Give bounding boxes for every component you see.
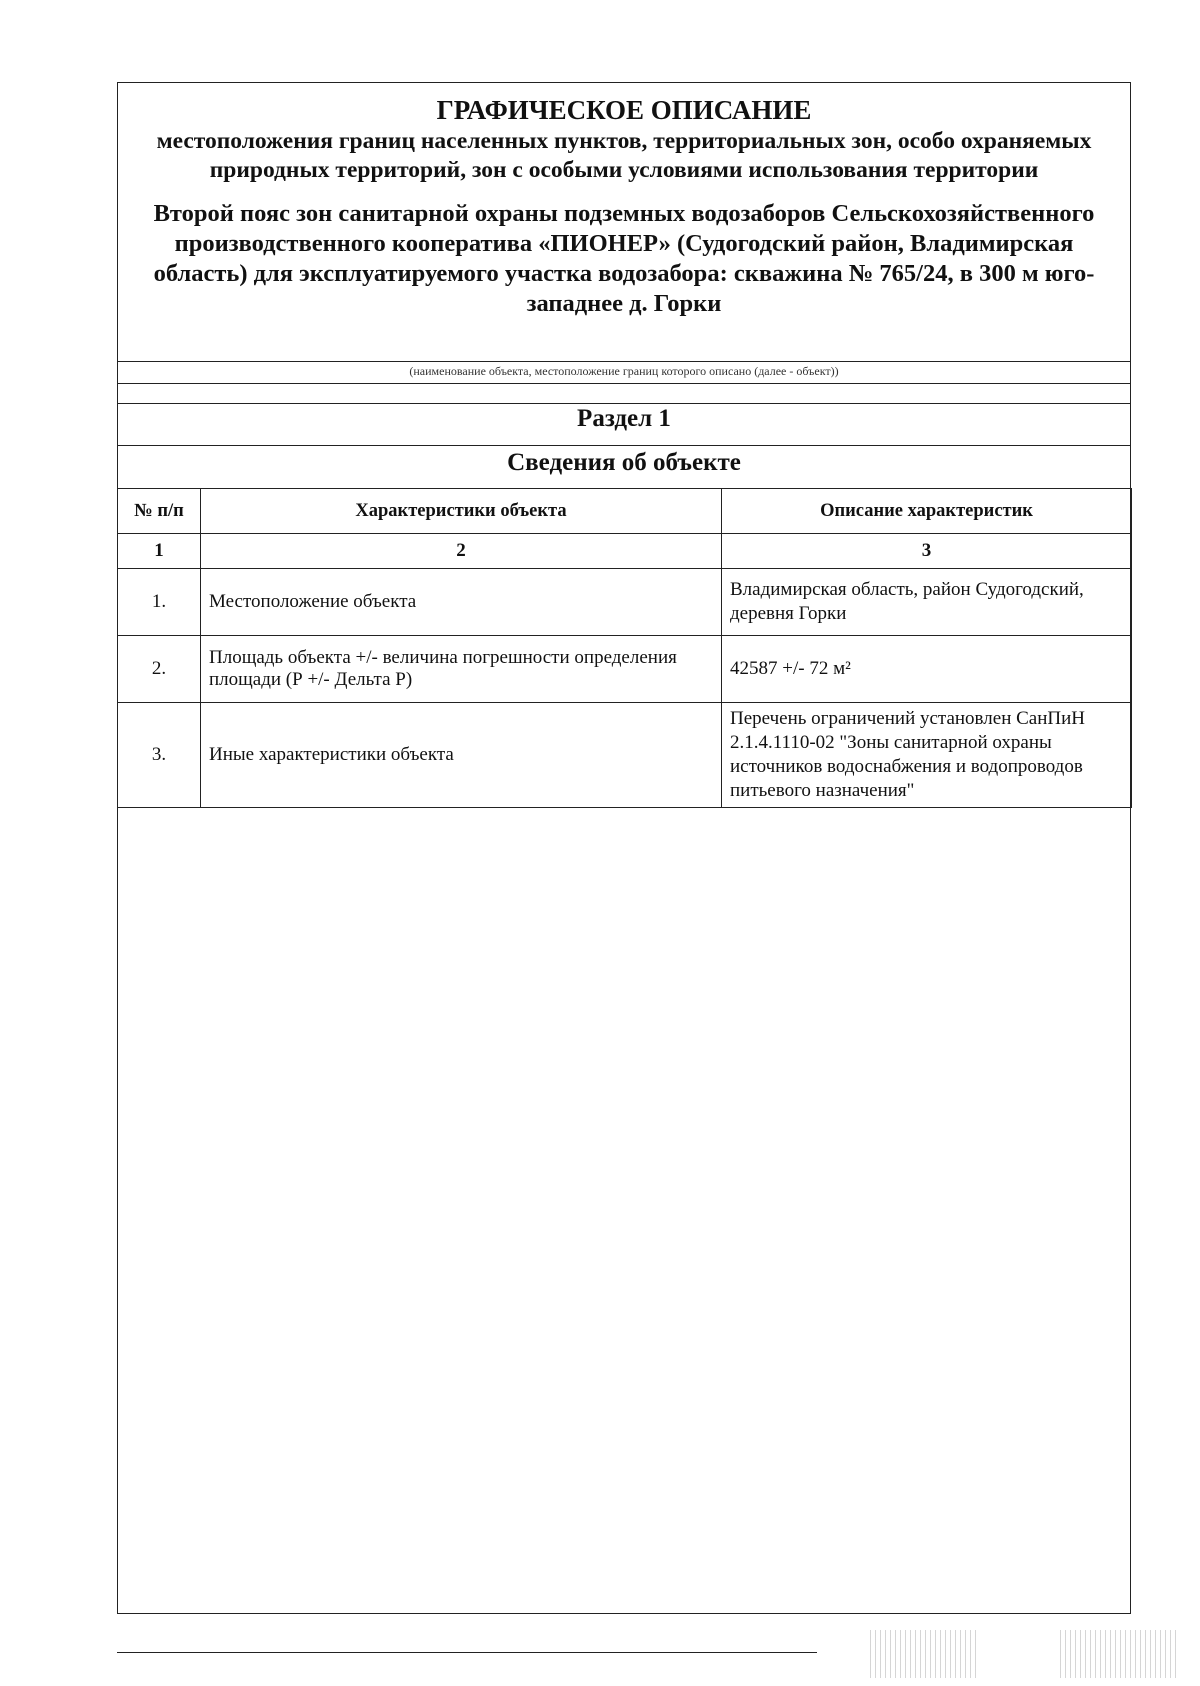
row-description: 42587 +/- 72 м² [722, 636, 1132, 703]
column-header-characteristic: Характеристики объекта [201, 489, 722, 534]
scan-artifact [870, 1630, 980, 1678]
row-characteristic: Иные характеристики объекта [201, 703, 722, 808]
divider [118, 403, 1130, 404]
document-frame [117, 82, 1131, 1614]
table-header-row [118, 489, 1132, 534]
object-info-table [117, 488, 1132, 808]
document-title: ГРАФИЧЕСКОЕ ОПИСАНИЕ [436, 95, 812, 125]
document-header [118, 83, 1130, 361]
table-row [118, 703, 1132, 808]
row-characteristic: Площадь объекта +/- величина погрешности определения площади (Р +/- Дельта Р) [201, 636, 722, 703]
row-characteristic: Местоположение объекта [201, 569, 722, 636]
section-title: Раздел 1 [577, 405, 671, 432]
column-number-row [118, 534, 1132, 569]
row-number: 3. [118, 703, 201, 808]
column-header-num: № п/п [118, 489, 201, 534]
divider [118, 383, 1130, 384]
scan-artifact [1060, 1630, 1180, 1678]
object-name-caption: (наименование объекта, местоположение границ которого описано (далее - объект)) [409, 364, 839, 378]
table-row [118, 569, 1132, 636]
table-row [118, 636, 1132, 703]
row-description: Перечень ограничений установлен СанПиН 2.1.4.1110-02 "Зоны санитарной охраны источников водоснабжения и водопроводов питьевого назначения" [722, 703, 1132, 808]
column-number: 3 [722, 534, 1132, 569]
divider [118, 361, 1130, 362]
column-number: 1 [118, 534, 201, 569]
bottom-rule [117, 1652, 817, 1653]
row-number: 1. [118, 569, 201, 636]
row-description: Владимирская область, район Судогодский, деревня Горки [722, 569, 1132, 636]
document-subtitle: местоположения границ населенных пунктов, территориальных зон, особо охраняемых природных территорий, зон с особыми условиями использования территории [156, 128, 1092, 183]
row-number: 2. [118, 636, 201, 703]
object-name: Второй пояс зон санитарной охраны подземных водозаборов Сельскохозяйственного производственного кооператива «ПИОНЕР» (Судогодский район, Владимирская область) для эксплуатируемого участка водозабора: скважина № 765/24, в 300 м юго-западнее д. Горки [153, 200, 1095, 317]
section-subtitle: Сведения об объекте [507, 449, 741, 476]
column-header-description: Описание характеристик [722, 489, 1132, 534]
column-number: 2 [201, 534, 722, 569]
divider [118, 445, 1130, 446]
